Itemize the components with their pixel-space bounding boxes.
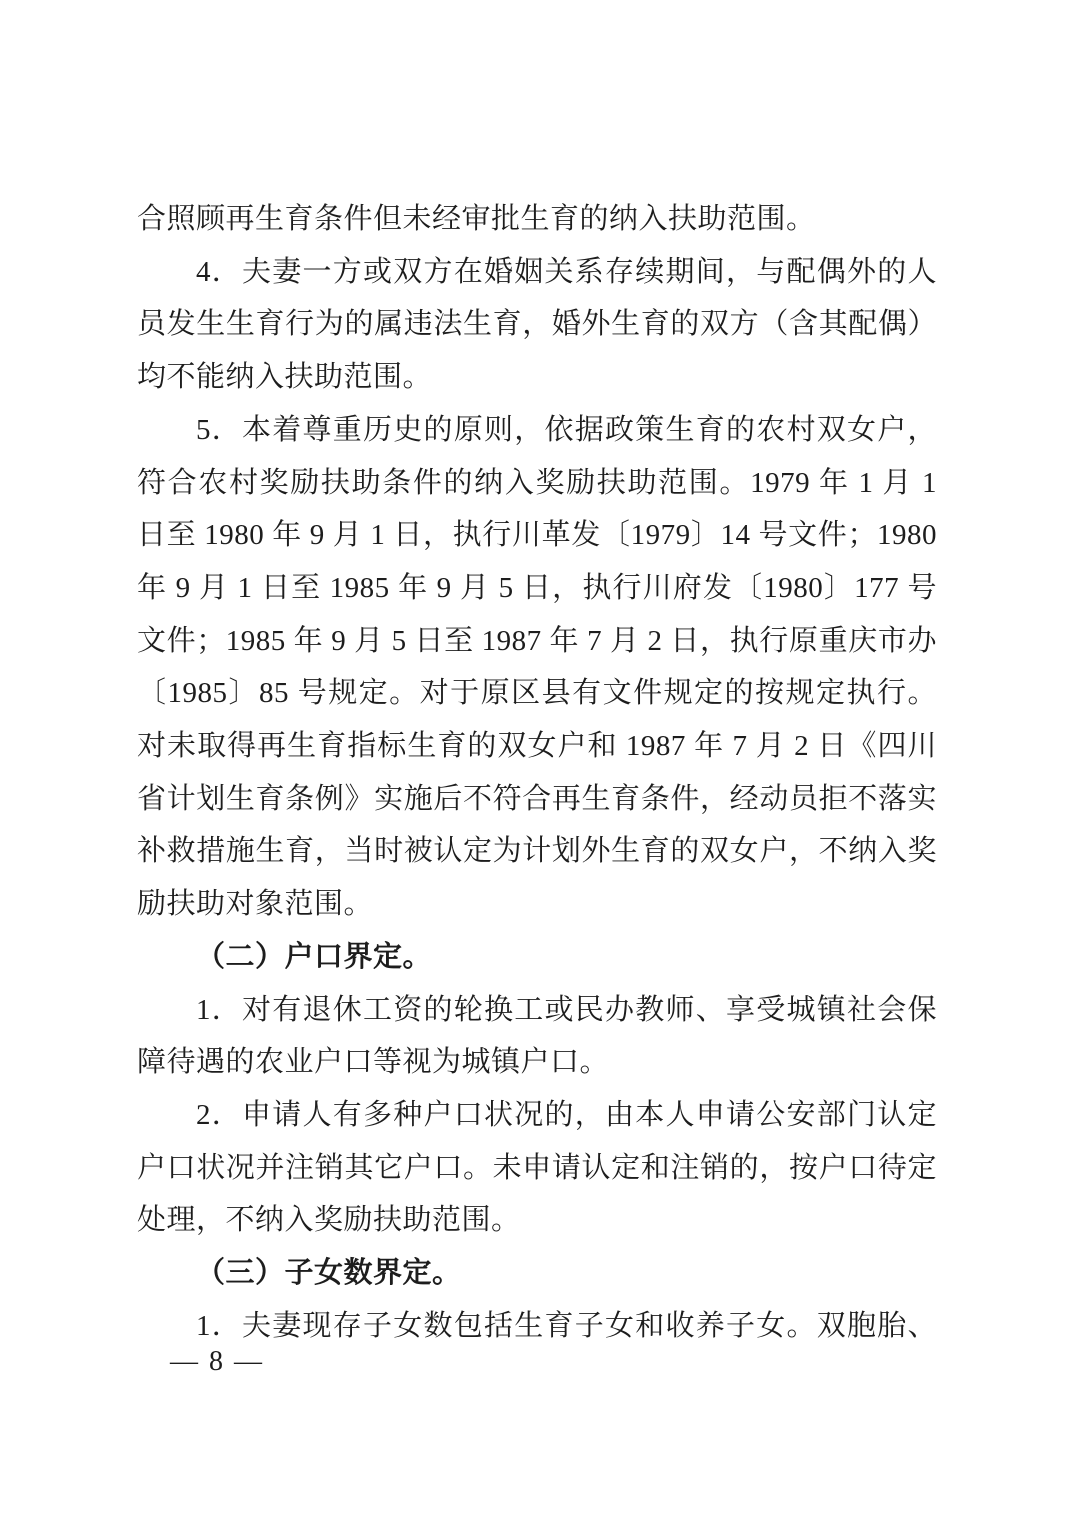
body-line: 4．夫妻一方或双方在婚姻关系存续期间，与配偶外的人 bbox=[196, 255, 937, 288]
body-line: 1．夫妻现存子女数包括生育子女和收养子女。双胞胎、 bbox=[196, 1309, 937, 1342]
body-line: 日至 1980 年 9 月 1 日，执行川革发〔1979〕14 号文件；1980 bbox=[137, 519, 937, 552]
body-line: 励扶助对象范围。 bbox=[137, 888, 374, 921]
section-heading: （三）子女数界定。 bbox=[196, 1257, 462, 1290]
body-line: 〔1985〕85 号规定。对于原区县有文件规定的按规定执行。 bbox=[137, 677, 937, 710]
body-line: 符合农村奖励扶助条件的纳入奖励扶助范围。1979 年 1 月 1 bbox=[137, 466, 937, 499]
document-body bbox=[137, 193, 937, 1352]
body-line: 2．申请人有多种户口状况的，由本人申请公安部门认定 bbox=[196, 1098, 937, 1131]
body-line: 员发生生育行为的属违法生育，婚外生育的双方（含其配偶） bbox=[137, 308, 937, 341]
page-number: — 8 — bbox=[170, 1346, 264, 1377]
body-line: 文件；1985 年 9 月 5 日至 1987 年 7 月 2 日，执行原重庆市办 bbox=[137, 624, 937, 657]
body-line: 合照顾再生育条件但未经审批生育的纳入扶助范围。 bbox=[137, 203, 816, 235]
body-line: 年 9 月 1 日至 1985 年 9 月 5 日，执行川府发〔1980〕177 号 bbox=[137, 571, 937, 604]
body-line: 补救措施生育，当时被认定为计划外生育的双女户，不纳入奖 bbox=[137, 835, 937, 868]
body-line: 对未取得再生育指标生育的双女户和 1987 年 7 月 2 日《四川 bbox=[137, 730, 937, 763]
body-line: 户口状况并注销其它户口。未申请认定和注销的，按户口待定 bbox=[137, 1151, 937, 1184]
section-heading: （二）户口界定。 bbox=[196, 940, 433, 973]
body-line: 障待遇的农业户口等视为城镇户口。 bbox=[137, 1046, 610, 1079]
body-line: 处理，不纳入奖励扶助范围。 bbox=[137, 1204, 521, 1237]
body-line: 5．本着尊重历史的原则，依据政策生育的农村双女户， bbox=[196, 413, 937, 446]
body-line: 省计划生育条例》实施后不符合再生育条件，经动员拒不落实 bbox=[137, 782, 937, 815]
body-line: 1．对有退休工资的轮换工或民办教师、享受城镇社会保 bbox=[196, 993, 937, 1026]
body-line: 均不能纳入扶助范围。 bbox=[137, 361, 433, 394]
